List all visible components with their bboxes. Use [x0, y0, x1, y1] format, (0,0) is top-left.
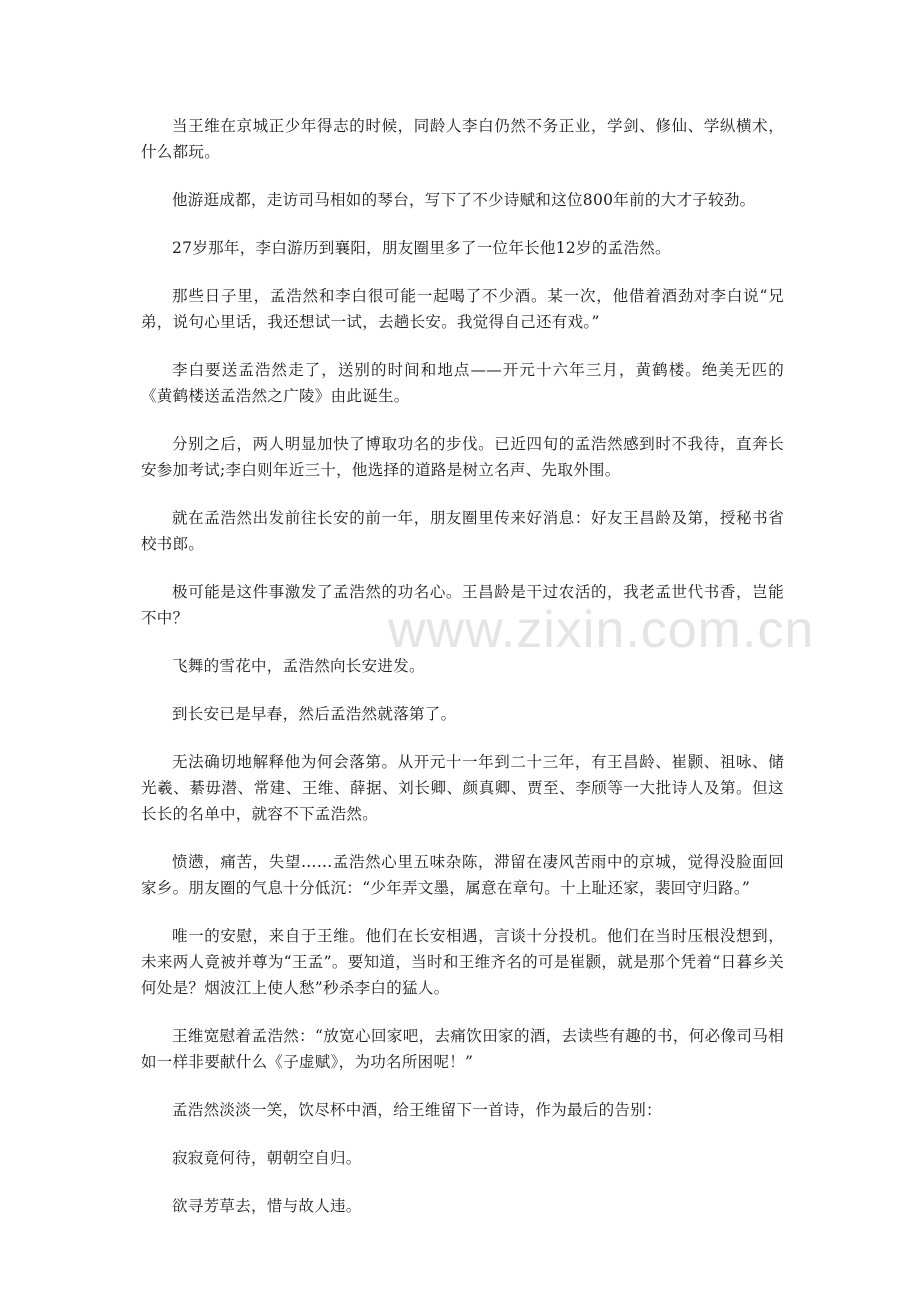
paragraph: 到长安已是早春，然后孟浩然就落第了。: [172, 705, 457, 723]
paragraph: 极可能是这件事激发了孟浩然的功名心。王昌龄是干过农活的，我老孟世代书香，岂能不中？: [141, 583, 784, 627]
paragraph: 孟浩然淡淡一笑，饮尽杯中酒，给王维留下一首诗，作为最后的告别：: [172, 1101, 662, 1119]
poem-line: 寂寂竟何待，朝朝空自归。: [172, 1149, 362, 1167]
paragraph: 无法确切地解释他为何会落第。从开元十一年到二十三年，有王昌龄、崔颢、祖咏、储光羲、綦毋潜、常建、王维、薛据、刘长卿、颜真卿、贾至、李颀等一大批诗人及第。但这长长的名单中，就容不下孟浩然。: [141, 753, 784, 823]
paragraph: 唯一的安慰，来自于王维。他们在长安相遇，言谈十分投机。他们在当时压根没想到，未来两人竟被并尊为“王孟”。要知道，当时和王维齐名的可是崔颢，就是那个凭着“日暮乡关何处是？烟波江上使人愁”秒杀李白的猛人。: [141, 927, 784, 997]
paragraph: 那些日子里，孟浩然和李白很可能一起喝了不少酒。某一次，他借着酒劲对李白说“兄弟，说句心里话，我还想试一试，去趟长安。我觉得自己还有戏。”: [141, 287, 784, 331]
paragraph: 愤懑，痛苦，失望……孟浩然心里五味杂陈，滞留在凄风苦雨中的京城，觉得没脸面回家乡。朋友圈的气息十分低沉：“少年弄文墨，属意在章句。十上耻还家，裴回守归路。”: [141, 853, 784, 897]
paragraph: 就在孟浩然出发前往长安的前一年，朋友圈里传来好消息：好友王昌龄及第，授秘书省校书郎。: [141, 509, 784, 553]
paragraph: 当王维在京城正少年得志的时候，同龄人李白仍然不务正业，学剑、修仙、学纵横术，什么都玩。: [141, 117, 784, 161]
paragraph: 王维宽慰着孟浩然：“放宽心回家吧，去痛饮田家的酒，去读些有趣的书，何必像司马相如一样非要献什么《子虚赋》，为功名所困呢！”: [141, 1027, 784, 1071]
poem-line: 欲寻芳草去，惜与故人违。: [172, 1197, 362, 1215]
paragraph: 27岁那年，李白游历到襄阳，朋友圈里多了一位年长他12岁的孟浩然。: [172, 239, 671, 257]
watermark: www.zixin.com.cn: [388, 601, 815, 659]
paragraph: 李白要送孟浩然走了，送别的时间和地点——开元十六年三月，黄鹤楼。绝美无匹的《黄鹤楼送孟浩然之广陵》由此诞生。: [141, 361, 784, 405]
paragraph: 分别之后，两人明显加快了博取功名的步伐。已近四旬的孟浩然感到时不我待，直奔长安参加考试;李白则年近三十，他选择的道路是树立名声、先取外围。: [141, 435, 784, 479]
paragraph: 飞舞的雪花中，孟浩然向长安进发。: [172, 657, 425, 675]
paragraph: 他游逛成都，走访司马相如的琴台，写下了不少诗赋和这位800年前的大才子较劲。: [172, 191, 756, 209]
document-body: [141, 113, 784, 1241]
